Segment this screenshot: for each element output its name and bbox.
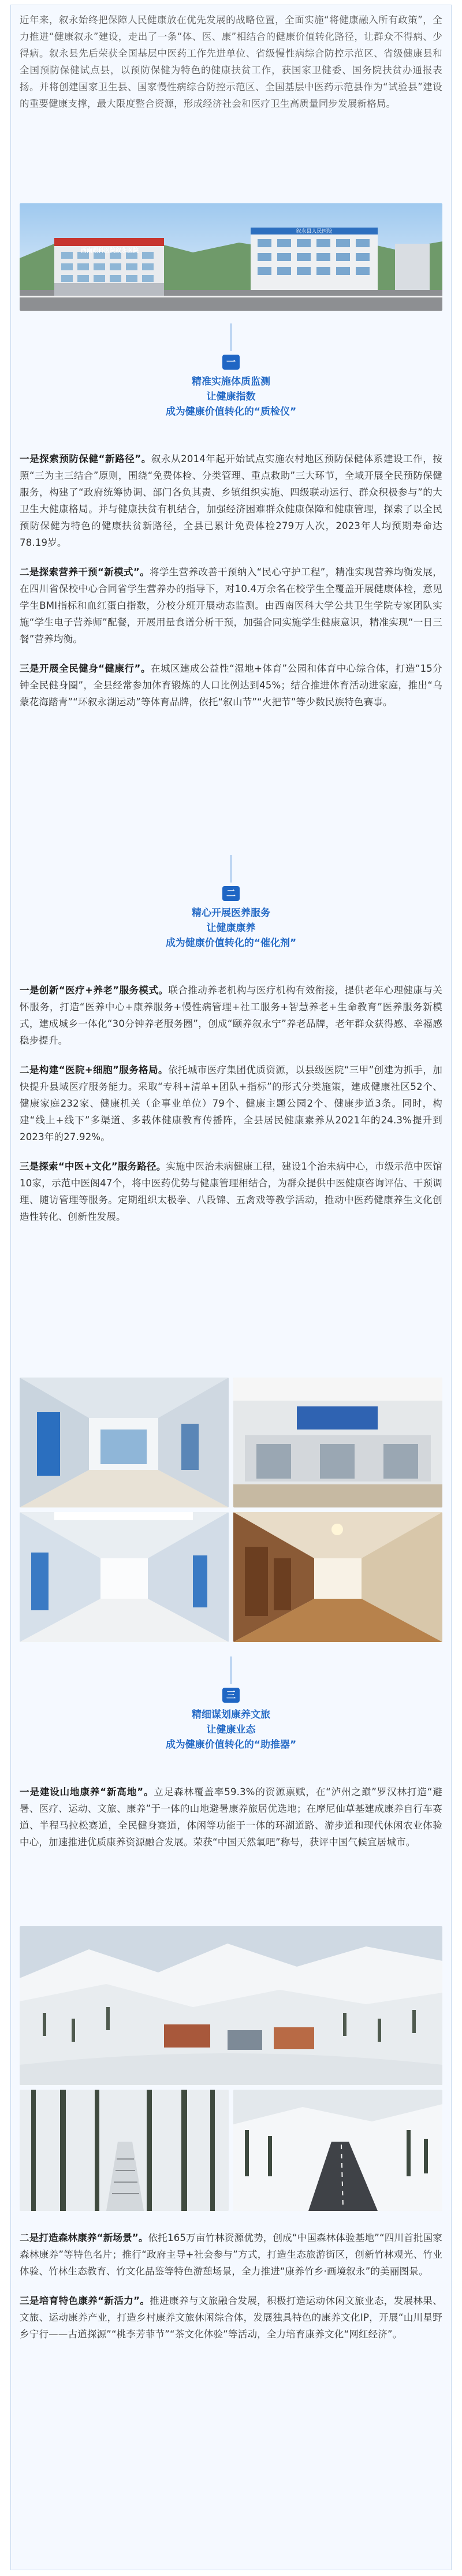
clinic-corridor-photo [20, 1378, 229, 1507]
section-2-title: 精心开展医养服务 让健康康养 成为健康价值转化的“催化剂” [165, 907, 297, 949]
section-1-header [0, 355, 462, 419]
consultation-hall-photo [233, 1378, 442, 1507]
section-1-title: 精准实施体质监测 让健康指数 成为健康价值转化的“质检仪” [165, 376, 297, 418]
hospital-photo [20, 203, 442, 311]
section-3-header [0, 1688, 462, 1752]
section-1-number: 一 [222, 355, 240, 370]
section-divider-line [230, 1656, 232, 1684]
section-3-body [20, 2229, 442, 2343]
intro-paragraph: 近年来，叙永始终把保障人民健康放在优先发展的战略位置，全面实施“将健康融入所有政策”，全力推进“健康叙永”建设，走出了一条“体、医、康”相结合的健康价值转化路径，让群众不得病、少得病。叙永县先后荣获全国基层中医药工作先进单位、省级慢性病综合防控示范区、省级健康县和全国预防保健试点县，以预防保健为特色的健康扶贫工作，获国家卫健委、国务院扶贫办通报表扬。并将创建国家卫生县、国家慢性病综合防控示范区、全国基层中医药示范县作为“试验县”建设的重要健康支撑，最大限度整合资源，形成经济社会和医疗卫生高质量同步发展新格局。 [20, 14, 442, 109]
section-2-para-2: 二是构建“医院+细胞”服务格局。依托城市医疗集团优质资源，以县级医院“三甲”创建为抓手，加快提升县域医疗服务能力。采取“专科+清单+团队+指标”的形式分类施策，建成健康社区52个、健康家庭232家、健康机关（企事业单位）79个、健康主题公园2个、健康步道3条。同时，构建“线上+线下”多渠道、多载体健康教育传播阵，全县居民健康素养从2021年的24.3%提升到2023年的27.92%。 [20, 1064, 442, 1142]
snow-forest-steps-photo [20, 2090, 229, 2211]
snow-mountain-resort-photo [20, 1926, 442, 2085]
section-2-para-3: 三是探索“中医+文化”服务路径。实施中医治未病健康工程，建设1个治未病中心，市级示范中医馆10家，示范中医阁47个，将中医药优势与健康管理相结合，为群众提供中医健康咨询评估、干预调理、随访管理等服务。定期组织太极拳、八段锦、五禽戏等教学活动，推动中医药健康养生文化创造性转化、创新性发展。 [20, 1161, 442, 1222]
hospital-sign-left: 西南眼科医院叙永医院 [81, 248, 139, 254]
section-divider-line [230, 323, 232, 351]
snow-road-photo [233, 2090, 442, 2211]
section-3-para-1: 一是建设山地康养“新高地”。立足森林覆盖率59.3%的资源禀赋，在“泸州之巅”罗汉林打造“避暑、医疗、运动、文旅、康养”于一体的山地避暑康养旅居优选地；在摩尼仙草基建成康养自行车赛道、半程马拉松赛道，全民健身赛道，体闲等功能于一体的环湖道路、游步道和现代休闲农业体验中心，加速推进优质康养资源融合发展。荣获“中国天然氧吧”称号，获评中国气候宜居城市。 [20, 1786, 442, 1848]
section-3-para-1-block [20, 1784, 442, 1851]
section-2-header [0, 886, 462, 951]
section-1-para-2: 二是探索营养干预“新模式”。将学生营养改善干预纳入“民心守护工程”，精准实现营养均衡发展，在四川省保校中心合同省学生营养办的指导下，对10.4万余名在校学生全覆盖开展健康体检，意见学生BMI指标和血红蛋白指数，分校分班开展动态监测。由西南医科大学公共卫生学院专家团队实施“学生电子营养师”配餐，开展用量食谱分析干预，加强合同实施学生健康意识，精准实现“一日三餐”营养均衡。 [20, 567, 443, 645]
hospital-sign-right: 叙永县人民医院 [296, 229, 333, 234]
section-2-body [20, 982, 442, 1225]
section-divider-line [230, 855, 232, 883]
section-1-body [20, 451, 442, 710]
section-3-para-3: 三是培育特色康养“新活力”。推进康养与文旅融合发展，积极打造运动休闲文旅业态，发展林果、文旅、运动康养产业，打造乡村康养文旅休闲综合体，发展独具特色的康养文化IP，开展“山川星野乡宁行——古道探源”“桃李芳菲节”“茶文化体验”等活动，全力培育康养文化“网红经济”。 [20, 2295, 442, 2340]
section-2-number: 二 [222, 886, 240, 901]
tcm-hall-photo [233, 1512, 442, 1642]
section-1-para-3: 三是开展全民健身“健康行”。在城区建成公益性“湿地+体育”公园和体育中心综合体，打造“15分钟全民健身圈”，全县经常参加体育锻炼的人口比例达到45%；结合推进体育活动进家庭，推出“乌蒙花海踏青”“环叙永湖运动”等体育品牌，依托“叙山节”“火把节”等少数民族特色赛事。 [20, 663, 442, 708]
section-3-para-2: 二是打造森林康养“新场景”。依托165万亩竹林资源优势，创成“中国森林体验基地”“四川首批国家森林康养”等特色名片；推行“政府主导+社会参与”方式，打造生态旅游街区，创新竹林观光、竹业体验、竹林生态教育、竹文化品鉴等特色游憩场景，全力推进“康养竹乡·画境叙永”的美丽图景。 [20, 2232, 442, 2277]
section-3-number: 三 [222, 1688, 240, 1703]
ward-corridor-photo [20, 1512, 229, 1642]
section-1-para-1: 一是探索预防保健“新路径”。叙永从2014年起开始试点实施农村地区预防保健体系建设工作，按照“三为主三结合”原则，围绕“免费体检、分类管理、重点救助”三大环节，全域开展全民预防保健服务，构建了“政府统筹协调、部门各负其责、乡镇组织实施、四级联动运行、群众积极参与”的大卫生大健康格局。并与健康扶贫有机结合，加强经济困难群众健康保障和健康管理，探索了以全民预防保健为特色的健康扶贫新路径，全县已累计免费体检279万人次，2023年人均预期寿命达78.19岁。 [20, 453, 442, 548]
section-3-title: 精细谋划康养文旅 让健康业态 成为健康价值转化的“助推器” [165, 1709, 297, 1751]
section-2-para-1: 一是创新“医疗+养老”服务模式。联合推动养老机构与医疗机构有效衔接，提供老年心理健康与关怀服务，打造“医养中心+康养服务+慢性病管理+社工服务+智慧养老+生命教育”医养服务新模式，建成城乡一体化“30分钟养老服务圈”，创成“颐养叙永宁”养老品牌，老年群众获得感、幸福感稳步提升。 [20, 985, 442, 1046]
